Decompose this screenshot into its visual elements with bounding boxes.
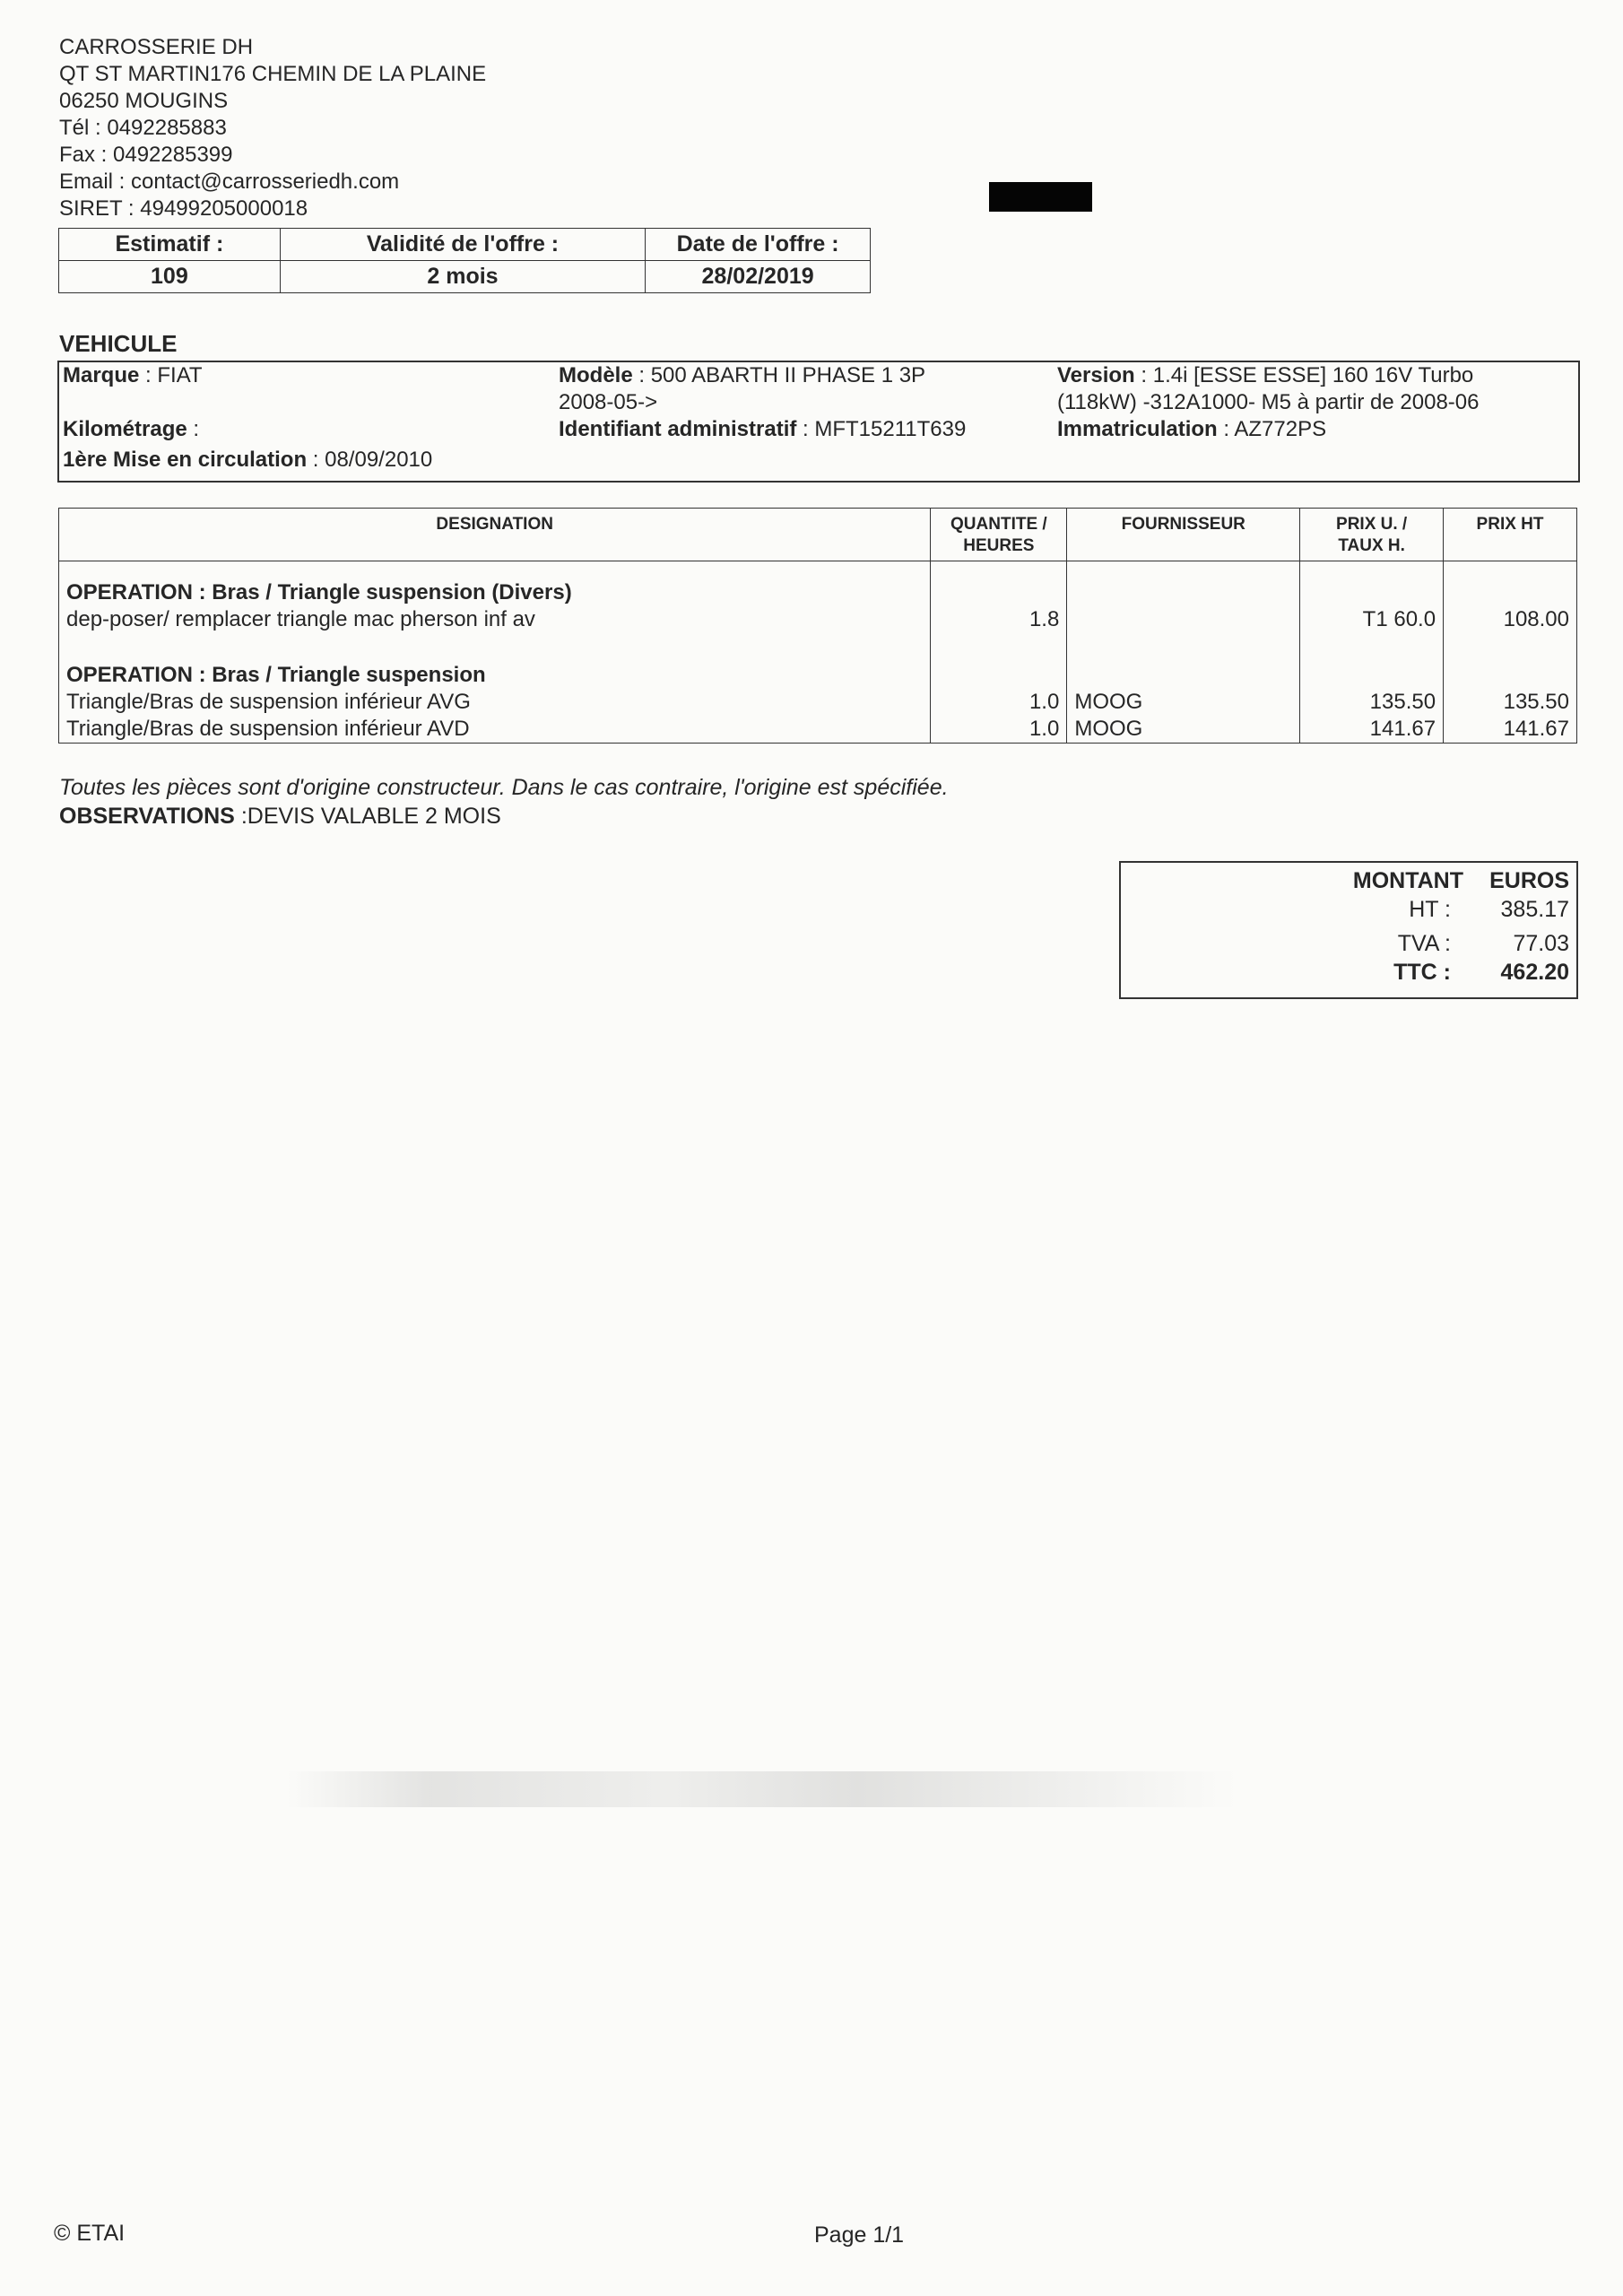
header-designation: DESIGNATION (59, 509, 931, 561)
company-name: CARROSSERIE DH (59, 35, 254, 59)
footer-page-number: Page 1/1 (814, 2222, 905, 2248)
company-address-line1: QT ST MARTIN176 CHEMIN DE LA PLAINE (59, 62, 487, 86)
company-block (59, 34, 486, 222)
vehicle-modele-line2: 2008-05-> (559, 390, 658, 414)
header-prix-ht: PRIX HT (1444, 509, 1577, 561)
scan-smudge (287, 1771, 1237, 1807)
header-prix-unitaire: PRIX U. / TAUX H. (1300, 509, 1444, 561)
totals-ttc: TTC : 462.20 (1393, 960, 1569, 985)
date-value: 28/02/2019 (646, 261, 871, 293)
origin-note: Toutes les pièces sont d'origine constructeur. Dans le cas contraire, l'origine est spécifiée. (59, 775, 949, 800)
date-label: Date de l'offre : (646, 229, 871, 261)
vehicle-kilometrage: Kilométrage : (63, 417, 200, 441)
estimatif-label: Estimatif : (59, 229, 281, 261)
table-row: dep-poser/ remplacer triangle mac pherson inf av 1.8 T1 60.0 108.00 (59, 606, 1577, 633)
vehicle-modele: Modèle : 500 ABARTH II PHASE 1 3P (559, 363, 926, 387)
vehicle-immatriculation: Immatriculation : AZ772PS (1057, 417, 1327, 441)
designation-table (58, 508, 1577, 744)
validite-value: 2 mois (280, 261, 645, 293)
vehicle-box (57, 361, 1580, 483)
header-fournisseur: FOURNISSEUR (1067, 509, 1300, 561)
totals-header: MONTANT EUROS (1352, 868, 1569, 893)
estimatif-value: 109 (59, 261, 281, 293)
table-row: OPERATION : Bras / Triangle suspension (Divers) (59, 579, 1577, 606)
company-siret: SIRET : 49499205000018 (59, 196, 308, 221)
footer-copyright: © ETAI (54, 2221, 126, 2246)
company-address-line2: 06250 MOUGINS (59, 89, 229, 113)
vehicle-marque: Marque : FIAT (63, 363, 203, 387)
estimate-table (58, 228, 871, 293)
totals-box (1119, 861, 1578, 999)
company-email: Email : contact@carrosseriedh.com (59, 170, 400, 194)
table-row: Triangle/Bras de suspension inférieur AVG 1.0 MOOG 135.50 135.50 (59, 689, 1577, 716)
vehicle-version: Version : 1.4i [ESSE ESSE] 160 16V Turbo (1057, 363, 1474, 387)
table-row: OPERATION : Bras / Triangle suspension (59, 662, 1577, 689)
header-quantite: QUANTITE / HEURES (931, 509, 1067, 561)
validite-label: Validité de l'offre : (280, 229, 645, 261)
vehicle-identifiant: Identifiant administratif : MFT15211T639 (559, 417, 967, 441)
vehicle-mise-en-circulation: 1ère Mise en circulation : 08/09/2010 (63, 448, 433, 472)
observations: OBSERVATIONS :DEVIS VALABLE 2 MOIS (59, 804, 501, 829)
vehicle-version-line2: (118kW) -312A1000- M5 à partir de 2008-06 (1057, 390, 1480, 414)
company-phone: Tél : 0492285883 (59, 116, 227, 140)
company-fax: Fax : 0492285399 (59, 143, 233, 167)
table-row: Triangle/Bras de suspension inférieur AVD 1.0 MOOG 141.67 141.67 (59, 716, 1577, 744)
totals-tva: TVA : 77.03 (1397, 931, 1569, 956)
totals-ht: HT : 385.17 (1409, 897, 1569, 922)
vehicle-title: VEHICULE (59, 330, 178, 357)
redaction-block (989, 182, 1092, 212)
